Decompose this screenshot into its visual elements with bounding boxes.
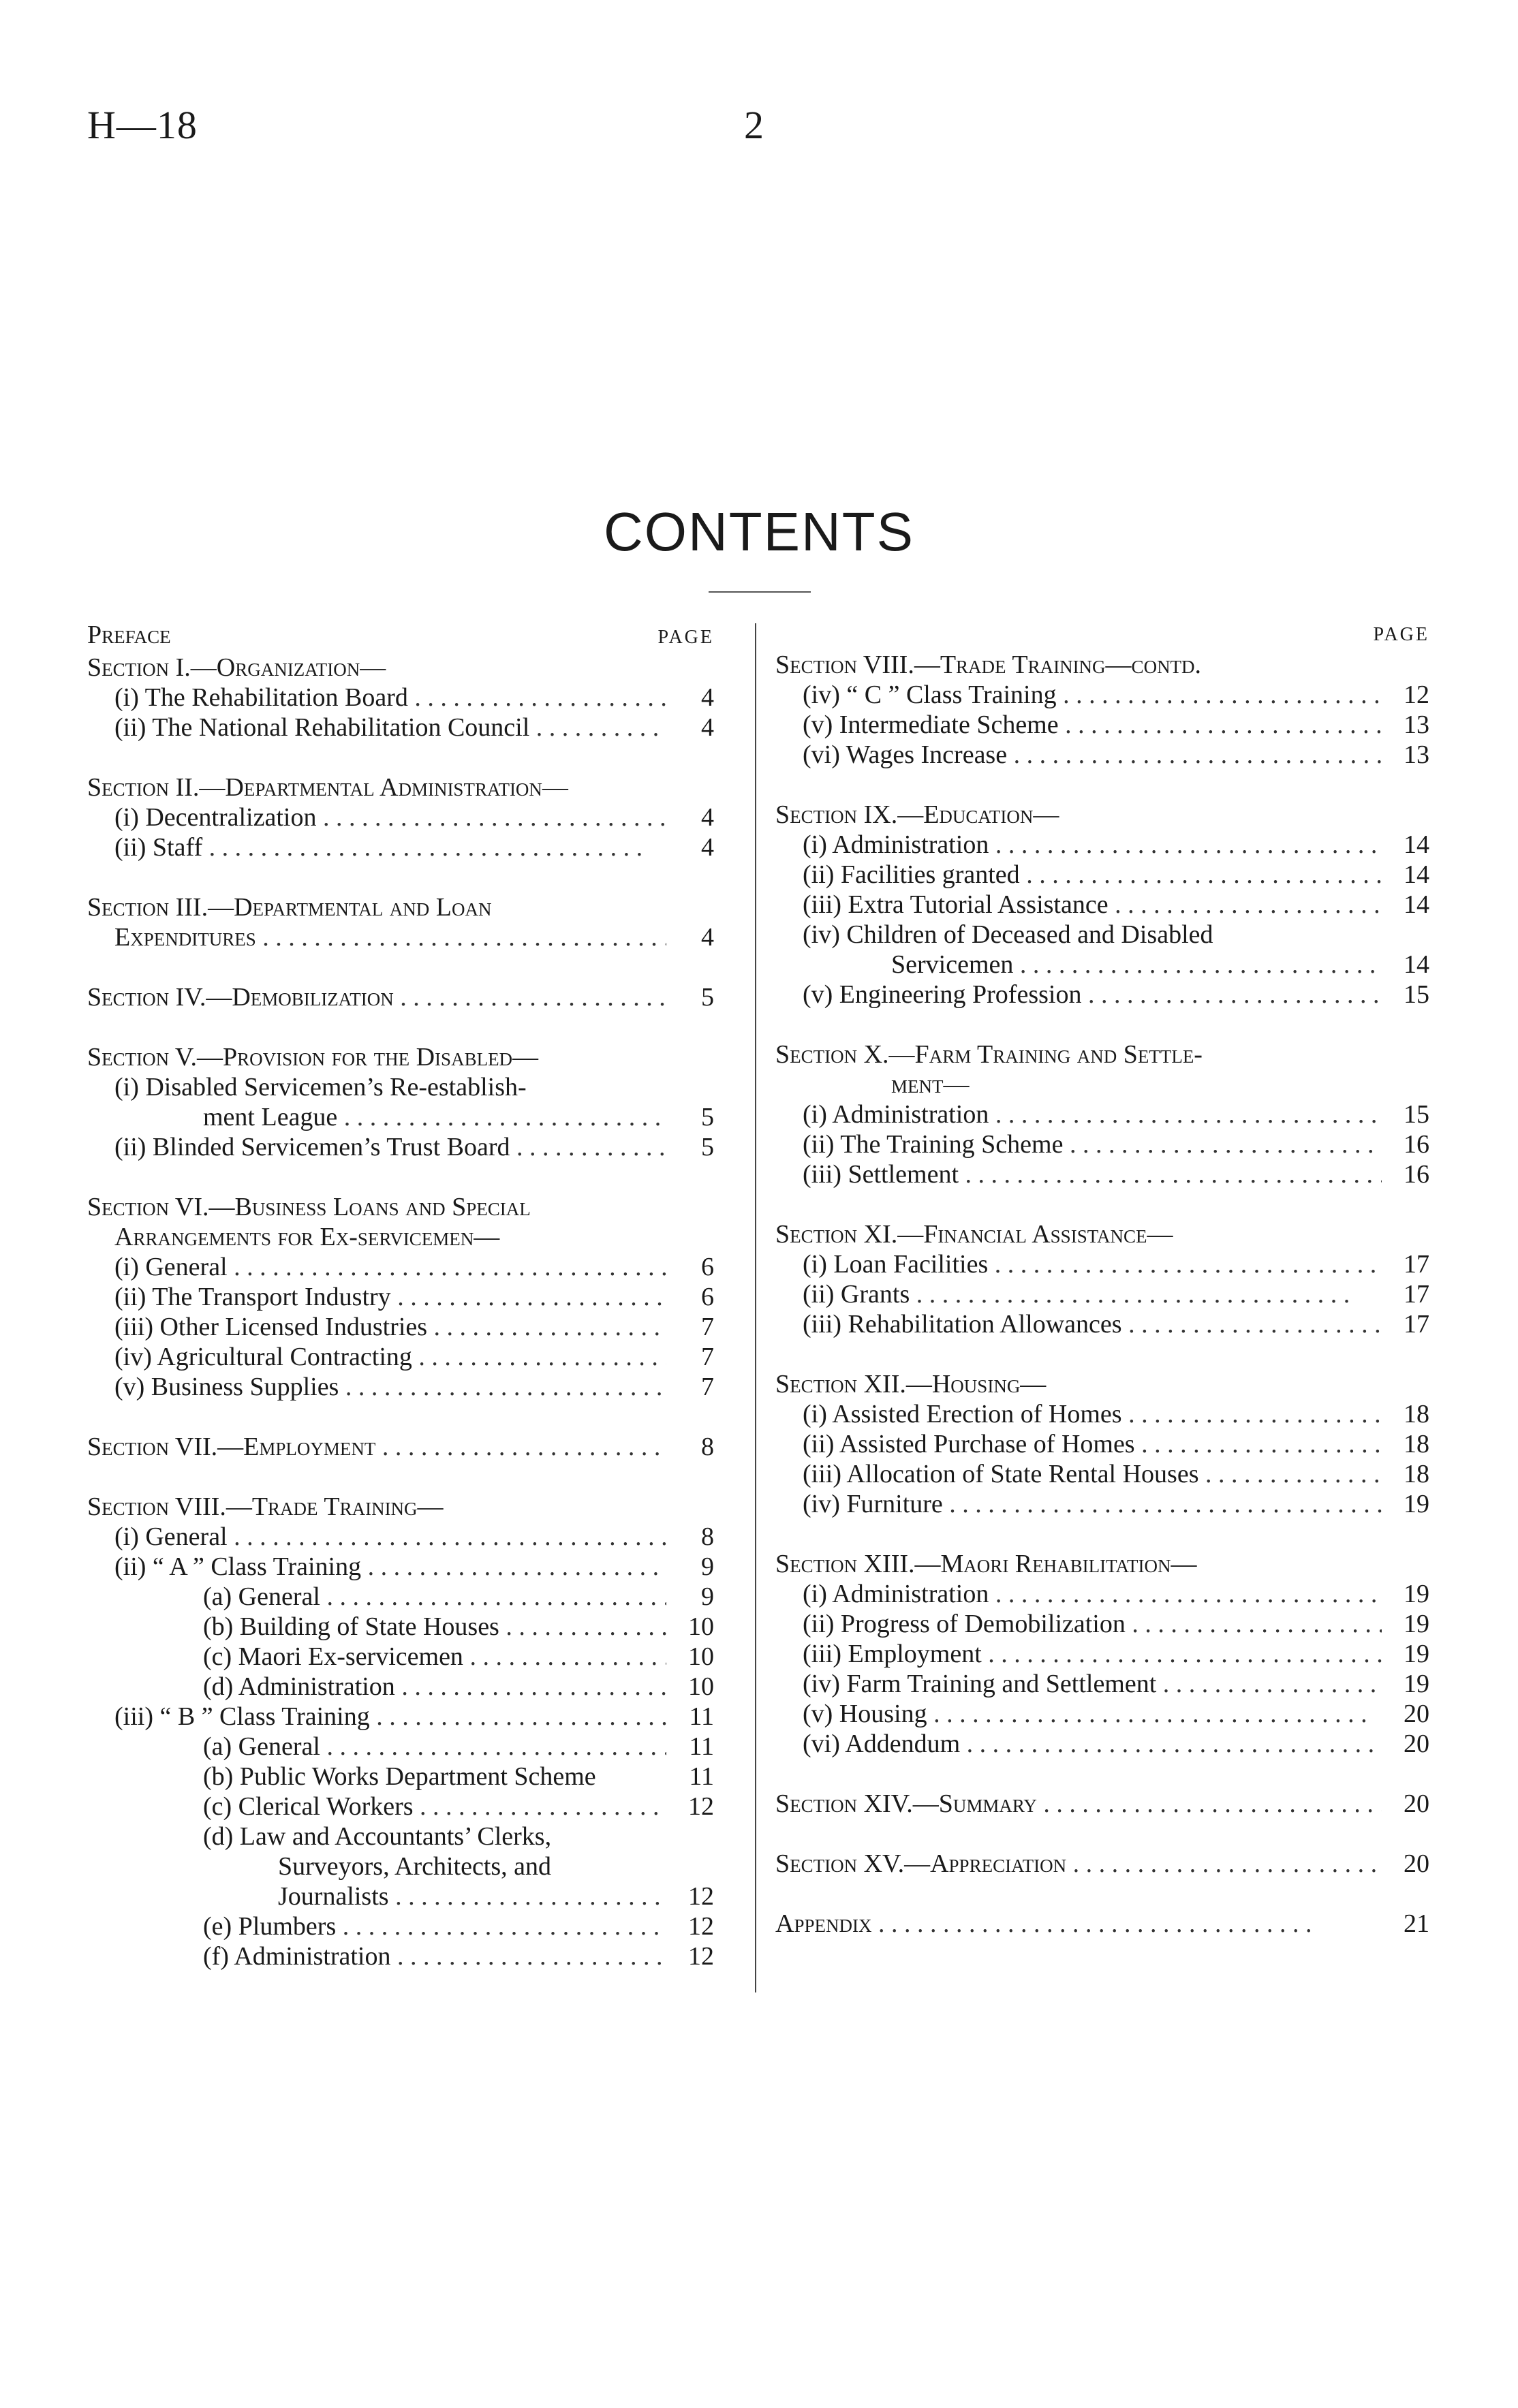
section-heading: Section XIV.—Summary . . <box>775 1789 1382 1819</box>
toc-entry: (ii) Blinded Servicemen’s Trust Board . . 5 <box>87 1132 714 1162</box>
section-heading: Section XI.—Financial Assistance— <box>775 1220 1173 1249</box>
toc-entry: (ii) Assisted Purchase of Homes . . 18 <box>775 1429 1429 1459</box>
toc-entry-text: (iv) Children of Deceased and Disabled <box>803 920 1213 949</box>
section-heading: Section X.—Farm Training and Settle- <box>775 1040 1203 1069</box>
section-heading: Section III.—Departmental and Loan <box>87 893 492 922</box>
toc-subentry: (b) Public Works Department Scheme 11 <box>203 1762 714 1791</box>
toc-entry: (v) Housing . . 20 <box>775 1699 1429 1729</box>
section-13 <box>775 1549 1429 1759</box>
preface-row <box>87 620 714 653</box>
section-11 <box>775 1219 1429 1339</box>
toc-entry: (iii) Allocation of State Rental Houses . . 18 <box>775 1459 1429 1489</box>
toc-entry: (v) Business Supplies . . 7 <box>87 1372 714 1402</box>
section-heading: Section V.—Provision for the Disabled— <box>87 1043 539 1072</box>
toc-entry: Servicemen . . 14 <box>775 950 1429 980</box>
toc-entry: (iii) “ B ” Class Training . . 11 <box>87 1702 714 1732</box>
page-column-label: PAGE <box>1373 624 1429 645</box>
section-4: Section IV.—Demobilization . . 5 <box>87 982 714 1012</box>
section-heading: Section VIII.—Trade Training—contd. <box>775 651 1202 679</box>
toc-entry: (iii) Employment . . 19 <box>775 1639 1429 1669</box>
toc-entry: (i) The Rehabilitation Board . . 4 <box>87 683 714 713</box>
document-code: H—18 <box>87 103 198 147</box>
section-heading: Section VII.—Employment . . <box>87 1432 666 1462</box>
right-column <box>775 620 1429 1969</box>
toc-entry: (iv) Furniture . . 19 <box>775 1489 1429 1519</box>
toc-subentry: (c) Maori Ex-servicemen . . 10 <box>87 1642 714 1672</box>
toc-entry: (ii) The National Rehabilitation Council . . 4 <box>87 713 714 742</box>
toc-entry: (iv) Farm Training and Settlement . . 19 <box>775 1669 1429 1699</box>
toc-entry: (v) Intermediate Scheme . . 13 <box>775 710 1429 740</box>
left-column <box>87 620 714 2001</box>
appendix-heading: Appendix . . <box>775 1909 1382 1939</box>
section-heading: Section VI.—Business Loans and Special <box>87 1193 531 1221</box>
toc-entry: (vi) Addendum . . 20 <box>775 1729 1429 1759</box>
section-heading: Section IV.—Demobilization . . <box>87 982 666 1012</box>
section-2 <box>87 772 714 862</box>
preface-heading: Preface <box>87 621 171 649</box>
toc-subentry-text: (d) Law and Accountants’ Clerks, <box>203 1822 552 1851</box>
toc-entry: (ii) Staff . . 4 <box>87 832 714 862</box>
section-1 <box>87 653 714 742</box>
toc-entry: (i) Decentralization . . 4 <box>87 802 714 832</box>
toc-entry: (ii) Facilities granted . . 14 <box>775 860 1429 890</box>
section-heading: Section IX.—Education— <box>775 800 1059 829</box>
toc-entry: (i) Assisted Erection of Homes . . 18 <box>775 1399 1429 1429</box>
toc-entry: (i) General . . 6 <box>87 1252 714 1282</box>
section-heading-cont: ment— <box>891 1070 970 1099</box>
column-divider <box>755 623 756 1992</box>
toc-entry: (v) Engineering Profession . . 15 <box>775 980 1429 1010</box>
toc-entry: (ii) Grants . . 17 <box>775 1279 1429 1309</box>
toc-entry: (ii) Progress of Demobilization . . 19 <box>775 1609 1429 1639</box>
toc-subentry: (b) Building of State Houses . . 10 <box>87 1612 714 1642</box>
toc-entry: (iv) “ C ” Class Training . . 12 <box>775 680 1429 710</box>
toc-entry: (iii) Extra Tutorial Assistance . . 14 <box>775 890 1429 920</box>
toc-subentry: (d) Administration . . 10 <box>87 1672 714 1702</box>
section-heading: Section I.—Organization— <box>87 653 386 682</box>
toc-entry: (iv) Agricultural Contracting . . 7 <box>87 1342 714 1372</box>
section-heading: Section VIII.—Trade Training— <box>87 1492 444 1521</box>
section-6 <box>87 1192 714 1402</box>
toc-entry: (i) Administration . . 14 <box>775 830 1429 860</box>
toc-entry-text: (i) Disabled Servicemen’s Re-establish- <box>114 1073 527 1101</box>
toc-subentry: (e) Plumbers . . 12 <box>87 1911 714 1941</box>
toc-entry: (i) Loan Facilities . . 17 <box>775 1249 1429 1279</box>
section-15: Section XV.—Appreciation . . 20 <box>775 1849 1429 1879</box>
section-10 <box>775 1039 1429 1189</box>
appendix: Appendix . . 21 <box>775 1909 1429 1939</box>
toc-entry: (ii) The Training Scheme . . 16 <box>775 1129 1429 1159</box>
toc-subentry: (f) Administration . . 12 <box>87 1941 714 1971</box>
section-8 <box>87 1492 714 1971</box>
section-7: Section VII.—Employment . . 8 <box>87 1432 714 1462</box>
page-number: 2 <box>744 103 764 147</box>
toc-entry: (i) Administration . . 15 <box>775 1099 1429 1129</box>
toc-subentry: Journalists . . 12 <box>87 1881 714 1911</box>
section-5 <box>87 1042 714 1162</box>
section-9 <box>775 800 1429 1010</box>
section-heading: Section XIII.—Maori Rehabilitation— <box>775 1550 1197 1578</box>
toc-subentry: (a) General . . 9 <box>87 1582 714 1612</box>
toc-entry: (i) General . . 8 <box>87 1522 714 1552</box>
toc-entry: (iii) Rehabilitation Allowances . . 17 <box>775 1309 1429 1339</box>
section-3 <box>87 892 714 952</box>
toc-entry: (i) Administration . . 19 <box>775 1579 1429 1609</box>
toc-entry: (vi) Wages Increase . . 13 <box>775 740 1429 770</box>
section-8-continued <box>775 650 1429 770</box>
toc-entry: Expenditures . . 4 <box>87 922 714 952</box>
toc-entry: (iii) Settlement . . 16 <box>775 1159 1429 1189</box>
contents-title: CONTENTS <box>604 501 914 562</box>
toc-entry: ment League . . 5 <box>87 1102 714 1132</box>
section-heading: Section II.—Departmental Administration— <box>87 773 568 802</box>
section-12 <box>775 1369 1429 1519</box>
toc-entry: (iii) Other Licensed Industries . . 7 <box>87 1312 714 1342</box>
toc-subentry: (a) General . . 11 <box>87 1732 714 1762</box>
section-14: Section XIV.—Summary . . 20 <box>775 1789 1429 1819</box>
section-heading-cont: Arrangements for Ex-servicemen— <box>114 1223 500 1251</box>
toc-subentry-text: Surveyors, Architects, and <box>278 1852 552 1881</box>
section-heading: Section XV.—Appreciation . . <box>775 1849 1382 1879</box>
page-column-label: PAGE <box>657 627 714 648</box>
section-heading: Section XII.—Housing— <box>775 1370 1047 1398</box>
toc-entry: (ii) The Transport Industry . . 6 <box>87 1282 714 1312</box>
toc-entry: (ii) “ A ” Class Training . . 9 <box>87 1552 714 1582</box>
title-rule <box>709 591 811 593</box>
toc-subentry: (c) Clerical Workers . . 12 <box>87 1792 714 1821</box>
